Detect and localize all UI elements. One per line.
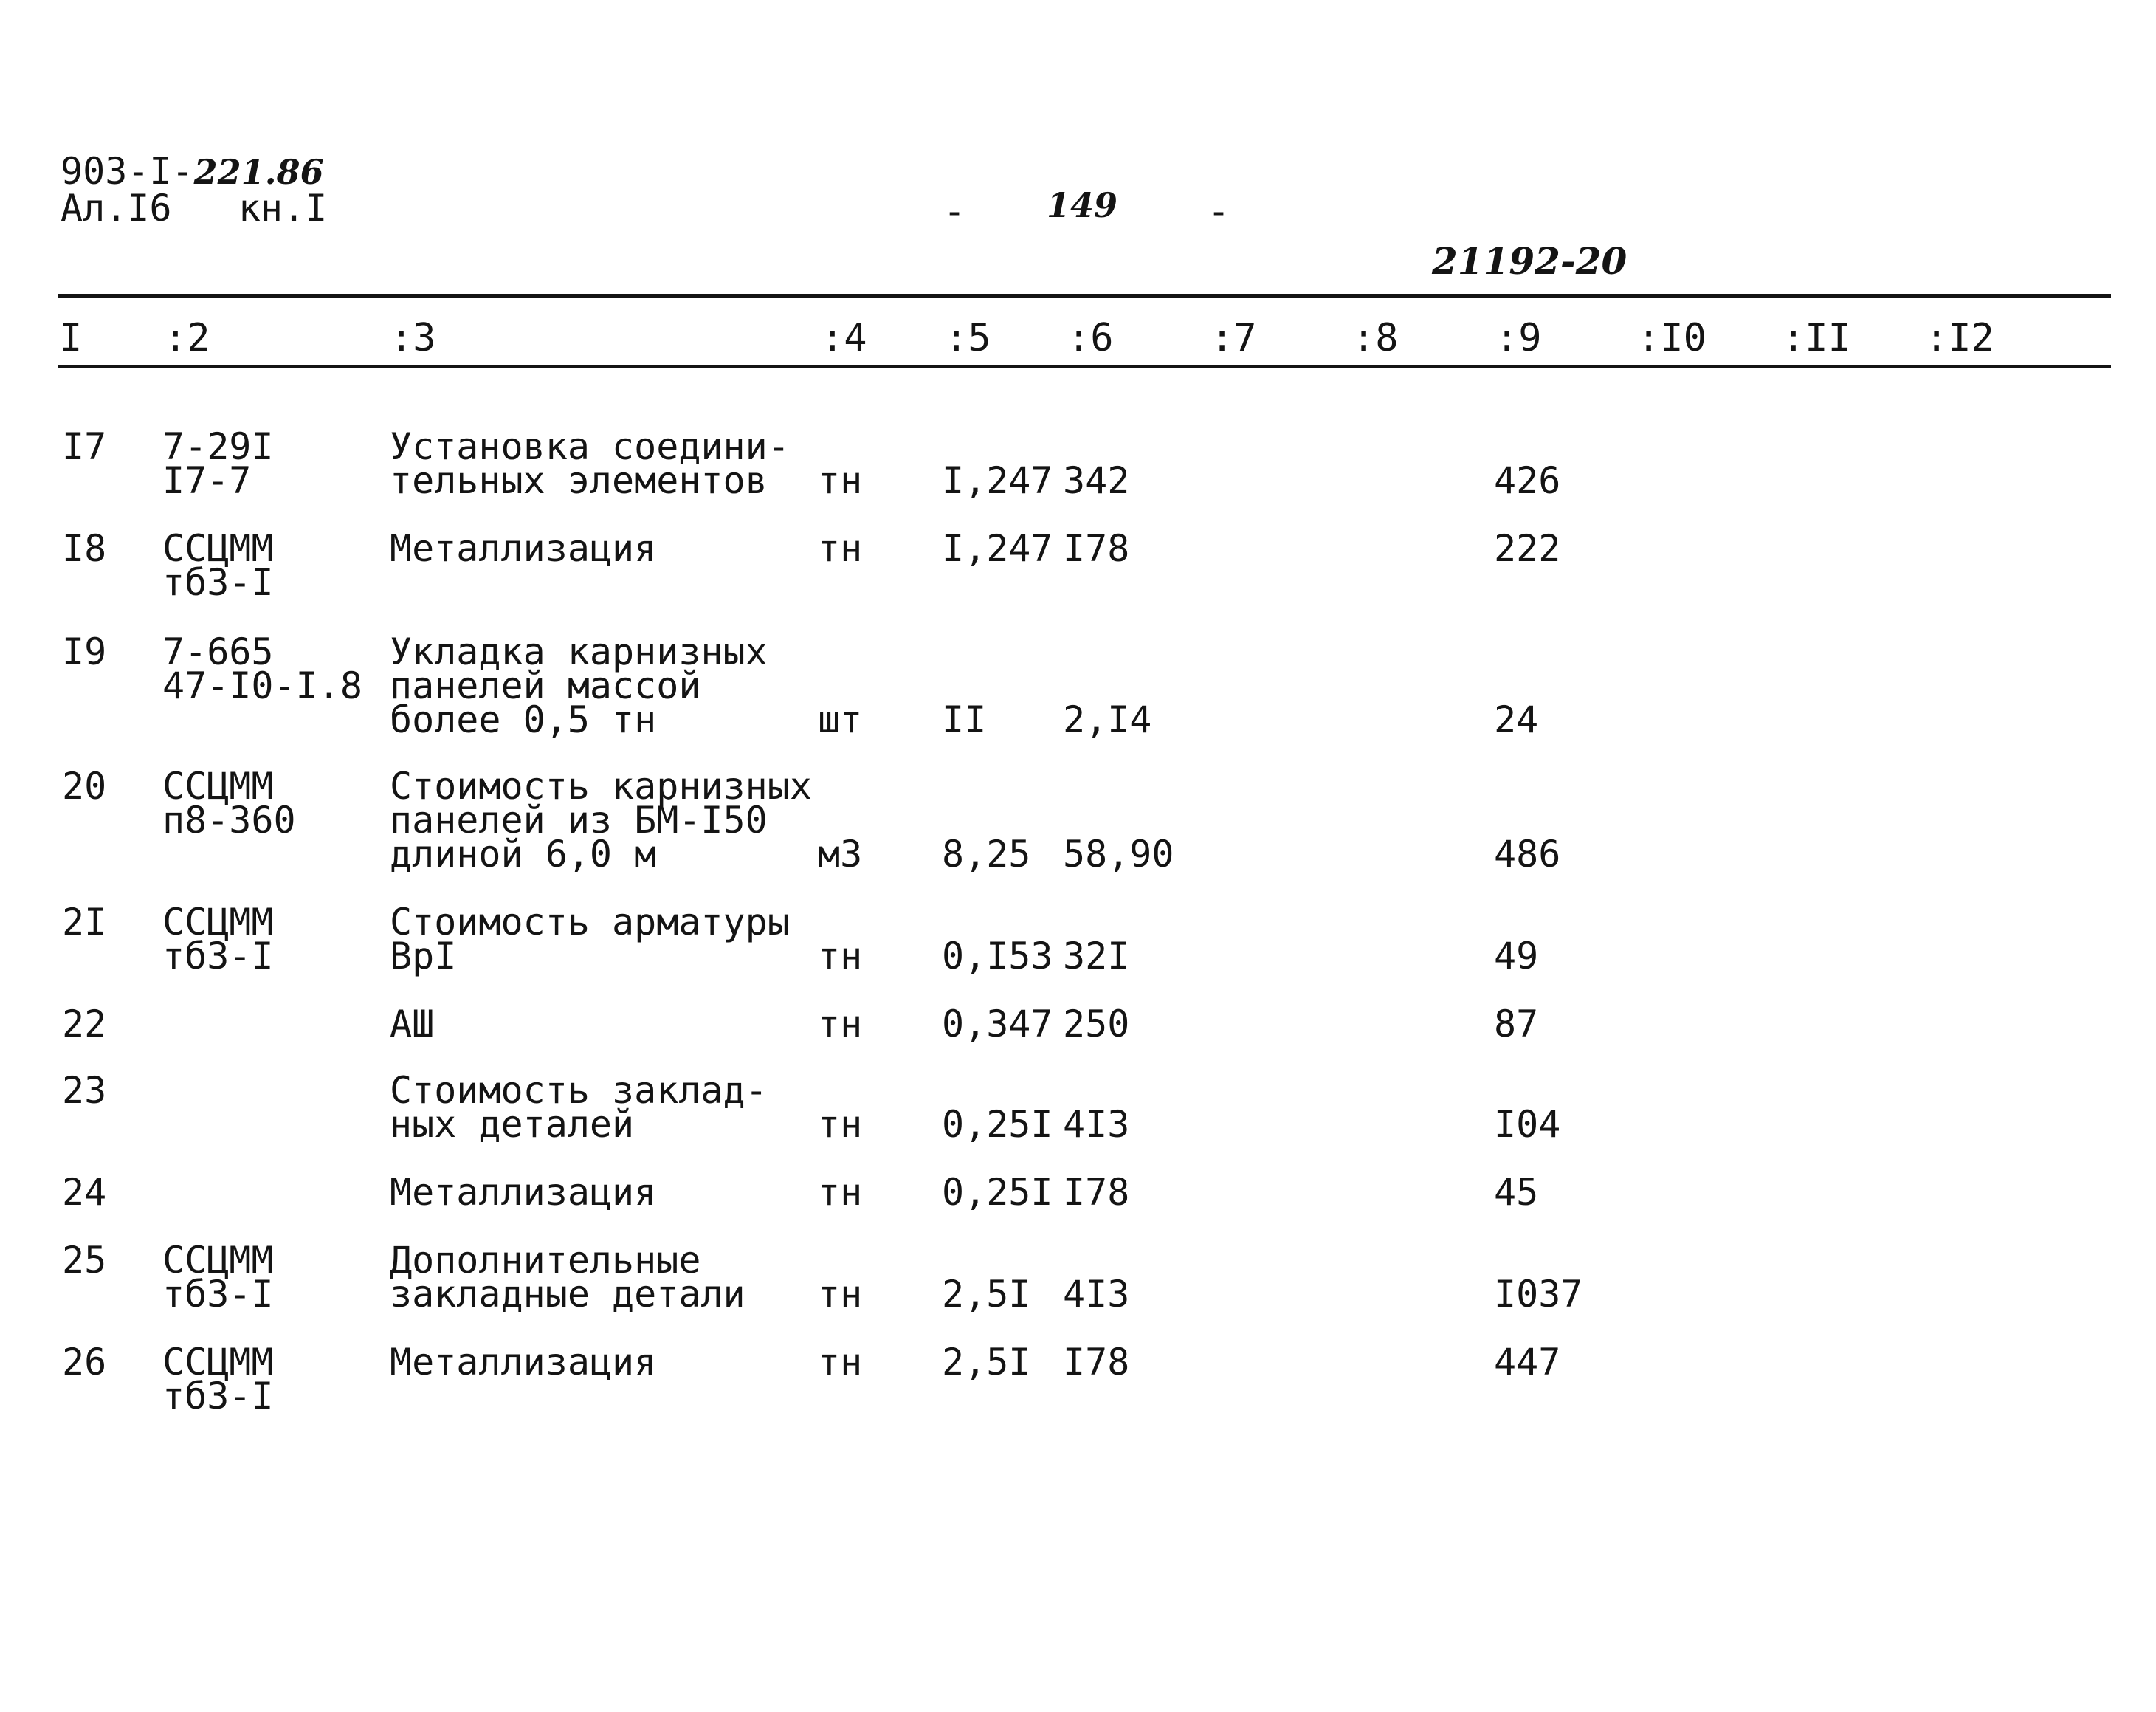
row-unit: тн <box>818 1171 863 1214</box>
row-unit: тн <box>818 527 863 570</box>
row-unit: тн <box>818 1341 863 1383</box>
column-header-3: :3 <box>390 316 436 360</box>
row-total: 426 <box>1494 459 1561 502</box>
row-total: I037 <box>1494 1273 1583 1316</box>
row-quantity: 0,347 <box>942 1003 1053 1045</box>
column-header-12: :I2 <box>1925 316 1994 360</box>
row-unit-price: 58,90 <box>1063 833 1174 876</box>
row-number: 20 <box>62 765 107 808</box>
column-header-11: :II <box>1782 316 1851 360</box>
row-unit-price: I78 <box>1063 1341 1130 1383</box>
row-description: Металлизация <box>390 527 657 570</box>
row-number: I8 <box>62 527 107 570</box>
row-description: Стоимость заклад- ных деталей <box>390 1069 768 1146</box>
row-code: ССЦММ тб3-I <box>162 901 274 977</box>
row-quantity: 8,25 <box>942 833 1031 876</box>
row-unit-price: 2,I4 <box>1063 698 1152 741</box>
row-number: I9 <box>62 630 107 673</box>
row-unit: тн <box>818 1003 863 1045</box>
column-header-9: :9 <box>1495 316 1542 360</box>
row-total: 49 <box>1494 935 1539 977</box>
row-unit-price: 32I <box>1063 935 1130 977</box>
row-description: АШ <box>390 1003 435 1045</box>
row-code: ССЦММ п8-360 <box>162 765 296 842</box>
row-unit: тн <box>818 1103 863 1146</box>
row-quantity: 2,5I <box>942 1341 1031 1383</box>
row-code: 7-29I I7-7 <box>162 425 274 502</box>
row-description: Металлизация <box>390 1341 657 1383</box>
document-code-prefix: 903-I- <box>61 150 194 193</box>
row-total: 447 <box>1494 1341 1561 1383</box>
row-total: 24 <box>1494 698 1539 741</box>
column-header-2: :2 <box>164 316 210 360</box>
row-total: 87 <box>1494 1003 1539 1045</box>
row-number: 23 <box>62 1069 107 1112</box>
row-unit-price: 250 <box>1063 1003 1130 1045</box>
page-number: 149 <box>1047 185 1118 225</box>
row-unit: тн <box>818 935 863 977</box>
row-unit: тн <box>818 459 863 502</box>
column-header-7: :7 <box>1210 316 1257 360</box>
row-code: ССЦММ тб3-I <box>162 1341 274 1417</box>
column-header-10: :I0 <box>1637 316 1706 360</box>
document-code-handwritten-suffix: 221.86 <box>193 152 324 192</box>
column-header-1: I <box>59 316 83 360</box>
row-description: Дополнительные закладные детали <box>390 1239 745 1316</box>
row-description: Стоимость арматуры ВрI <box>390 901 790 977</box>
row-unit-price: 342 <box>1063 459 1130 502</box>
row-quantity: 2,5I <box>942 1273 1031 1316</box>
row-number: I7 <box>62 425 107 468</box>
row-quantity: II <box>942 698 987 741</box>
row-unit: шт <box>818 698 863 741</box>
inventory-number: 21192-20 <box>1432 239 1628 283</box>
document-code <box>61 150 324 193</box>
row-unit-price: 4I3 <box>1063 1273 1130 1316</box>
column-header-8: :8 <box>1352 316 1399 360</box>
row-unit: тн <box>818 1273 863 1316</box>
row-description: Металлизация <box>390 1171 657 1214</box>
row-number: 25 <box>62 1239 107 1282</box>
row-quantity: I,247 <box>942 459 1053 502</box>
row-quantity: 0,I53 <box>942 935 1053 977</box>
page-number-dash-right: - <box>1208 190 1230 233</box>
row-number: 24 <box>62 1171 107 1214</box>
table-header-rule <box>58 365 2111 368</box>
row-unit-price: I78 <box>1063 527 1130 570</box>
row-unit-price: 4I3 <box>1063 1103 1130 1146</box>
row-total: 222 <box>1494 527 1561 570</box>
row-total: 45 <box>1494 1171 1539 1214</box>
row-unit: м3 <box>818 833 863 876</box>
row-description: Стоимость карнизных панелей из БМ-I50 длиной 6,0 м <box>390 765 812 876</box>
row-total: 486 <box>1494 833 1561 876</box>
row-description: Установка соедини- тельных элементов <box>390 425 790 502</box>
row-total: I04 <box>1494 1103 1561 1146</box>
row-description: Укладка карнизных панелей массой более 0,5 тн <box>390 630 768 741</box>
row-number: 2I <box>62 901 107 943</box>
column-header-5: :5 <box>945 316 991 360</box>
column-header-4: :4 <box>821 316 867 360</box>
row-number: 26 <box>62 1341 107 1383</box>
album-book-reference: Ал.I6 кн.I <box>61 187 328 230</box>
row-quantity: I,247 <box>942 527 1053 570</box>
row-number: 22 <box>62 1003 107 1045</box>
row-quantity: 0,25I <box>942 1171 1053 1214</box>
row-quantity: 0,25I <box>942 1103 1053 1146</box>
column-header-6: :6 <box>1067 316 1114 360</box>
row-code: 7-665 47-I0-I.8 <box>162 630 362 707</box>
row-code: ССЦММ тб3-I <box>162 1239 274 1316</box>
row-unit-price: I78 <box>1063 1171 1130 1214</box>
row-code: ССЦММ тб3-I <box>162 527 274 604</box>
page-number-dash-left: - <box>943 190 966 233</box>
table-top-rule <box>58 294 2111 298</box>
